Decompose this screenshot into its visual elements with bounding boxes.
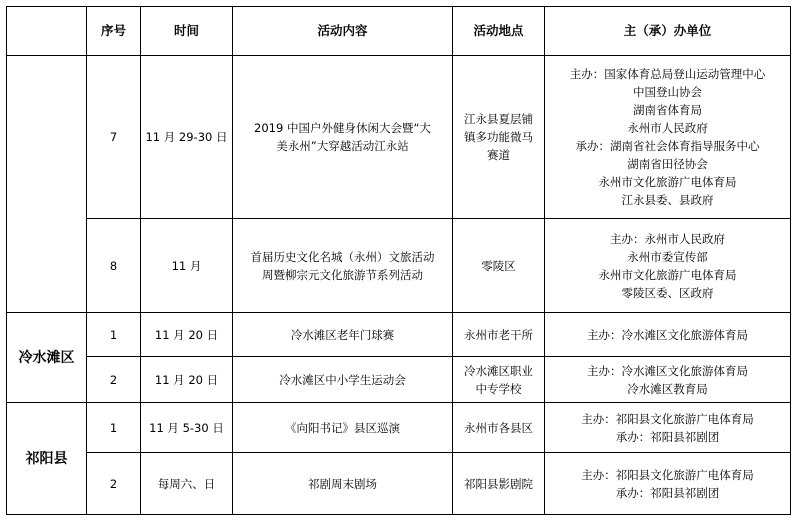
cell-organizer: [545, 403, 791, 453]
table-row: [7, 56, 791, 219]
org-line: 永州市人民政府: [627, 121, 708, 135]
org-line: 湖南省体育局: [633, 103, 702, 117]
cell-time: 11 月 29-30 日: [141, 56, 233, 219]
place-line: 镇多功能微马: [464, 130, 533, 144]
org-line: 湖南省田径协会: [627, 157, 708, 171]
cell-organizer: [545, 56, 791, 219]
header-content: 活动内容: [233, 7, 453, 56]
cell-organizer: [545, 453, 791, 515]
org-line: 承办：湖南省社会体育指导服务中心: [575, 139, 760, 153]
org-line: 江永县委、县政府: [621, 193, 714, 207]
activity-table: [6, 6, 791, 515]
place-line: 江永县夏层铺: [464, 112, 533, 126]
place-line: 冷水滩区职业: [464, 363, 533, 378]
cell-time: 11 月: [141, 219, 233, 313]
cell-place: 永州市各县区: [453, 403, 545, 453]
cell-organizer: 主办：冷水滩区文化旅游体育局: [545, 313, 791, 357]
org-line: 承办：祁阳县祁剧团: [615, 429, 720, 444]
cell-content: [233, 219, 453, 313]
table-row: [7, 403, 791, 453]
org-line: 承办：祁阳县祁剧团: [615, 485, 720, 500]
cell-no: 8: [87, 219, 141, 313]
org-line: 主办：永州市人民政府: [610, 231, 725, 246]
content-line: 美永州”大穿越活动江永站: [276, 139, 409, 153]
content-line: 2019 中国户外健身休闲大会暨“大: [254, 121, 431, 135]
cell-place: 祁阳县影剧院: [453, 453, 545, 515]
cell-no: 1: [87, 313, 141, 357]
org-line: 主办：祁阳县文化旅游广电体育局: [581, 467, 754, 482]
place-line: 中专学校: [475, 381, 522, 396]
cell-place: [453, 56, 545, 219]
header-place: 活动地点: [453, 7, 545, 56]
table-row: [7, 313, 791, 357]
cell-no: 1: [87, 403, 141, 453]
cell-organizer: [545, 357, 791, 403]
cell-time: 11 月 20 日: [141, 313, 233, 357]
table-row: [7, 357, 791, 403]
place-line: 赛道: [487, 148, 510, 162]
content-line: 首届历史文化名城（永州）文旅活动: [250, 249, 435, 264]
header-no: 序号: [87, 7, 141, 56]
cell-content: 冷水滩区老年门球赛: [233, 313, 453, 357]
cell-content: 《向阳书记》县区巡演: [233, 403, 453, 453]
org-line: 零陵区委、区政府: [621, 285, 714, 300]
content-line: 周暨柳宗元文化旅游节系列活动: [262, 267, 423, 282]
region-cell-blank: [7, 56, 87, 313]
org-line: 主办：冷水滩区文化旅游体育局: [587, 363, 748, 378]
org-line: 永州市文化旅游广电体育局: [598, 267, 737, 282]
cell-time: 每周六、日: [141, 453, 233, 515]
org-line: 中国登山协会: [633, 85, 702, 99]
region-cell-qiyang: 祁阳县: [7, 403, 87, 515]
cell-no: 7: [87, 56, 141, 219]
cell-time: 11 月 5-30 日: [141, 403, 233, 453]
cell-place: 永州市老干所: [453, 313, 545, 357]
cell-content: 祁剧周末剧场: [233, 453, 453, 515]
cell-organizer: [545, 219, 791, 313]
table-row: [7, 453, 791, 515]
header-organizer: 主（承）办单位: [545, 7, 791, 56]
org-line: 冷水滩区教育局: [627, 381, 708, 396]
table-row: [7, 219, 791, 313]
org-line: 永州市委宣传部: [627, 249, 708, 264]
header-time: 时间: [141, 7, 233, 56]
cell-content: 冷水滩区中小学生运动会: [233, 357, 453, 403]
org-line: 永州市文化旅游广电体育局: [598, 175, 737, 189]
org-line: 主办：国家体育总局登山运动管理中心: [569, 67, 766, 81]
cell-no: 2: [87, 357, 141, 403]
cell-place: 零陵区: [453, 219, 545, 313]
header-blank: [7, 7, 87, 56]
cell-time: 11 月 20 日: [141, 357, 233, 403]
header-row: [7, 7, 791, 56]
org-line: 主办：祁阳县文化旅游广电体育局: [581, 411, 754, 426]
region-cell-lengshuitan: 冷水滩区: [7, 313, 87, 403]
cell-content: [233, 56, 453, 219]
cell-place: [453, 357, 545, 403]
cell-no: 2: [87, 453, 141, 515]
